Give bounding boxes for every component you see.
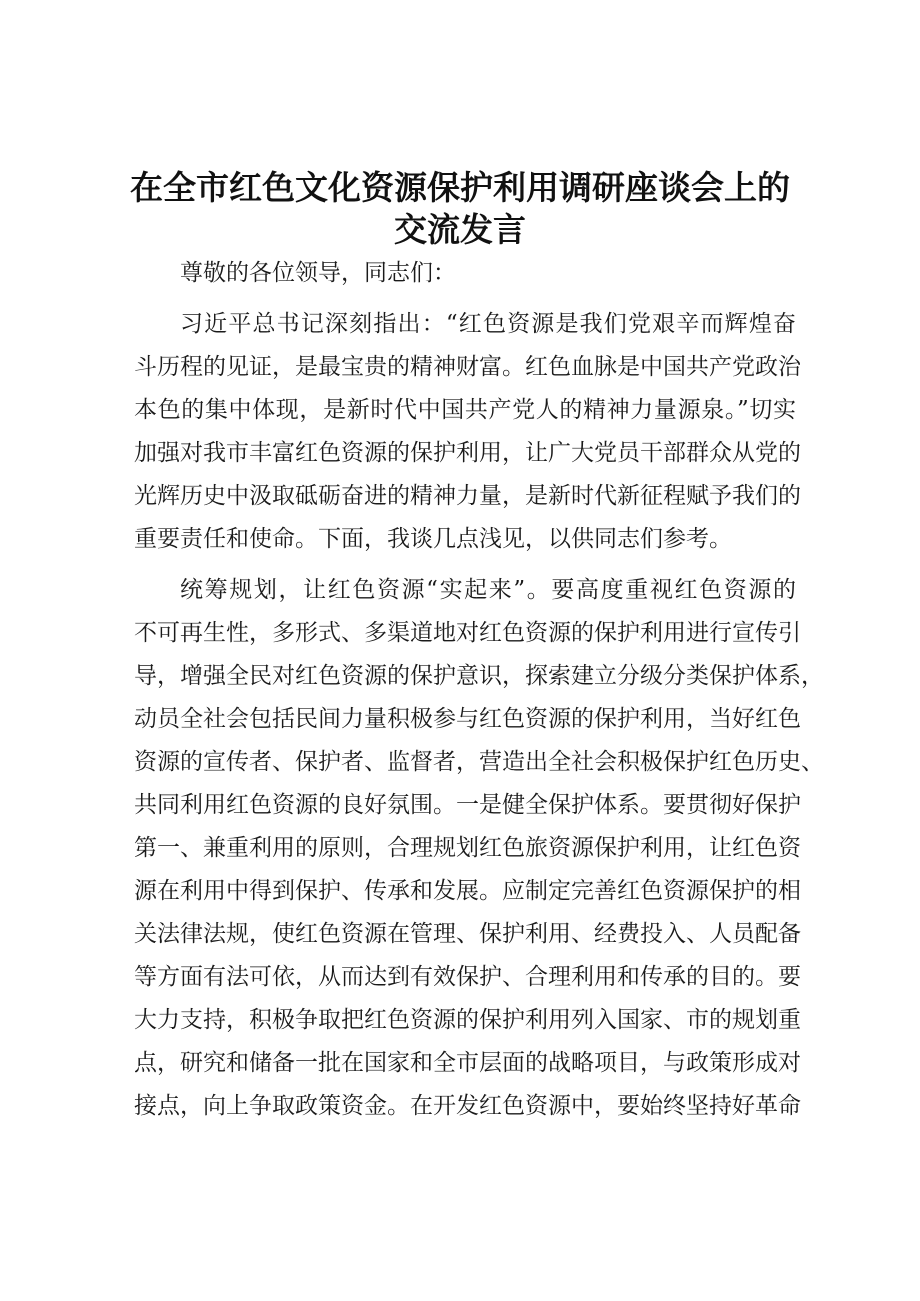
paragraph-2-line: 共同利用红色资源的良好氛围。一是健全保护体系。要贯彻好保护 — [134, 792, 801, 818]
paragraph-2-line: 源在利用中得到保护、传承和发展。应制定完善红色资源保护的相 — [134, 878, 801, 904]
document-title-line-2: 交流发言 — [394, 210, 526, 249]
paragraph-1-line: 本色的集中体现，是新时代中国共产党人的精神力量源泉。”切实 — [134, 397, 796, 423]
paragraph-1-line: 习近平总书记深刻指出：“红色资源是我们党艰辛而辉煌奋 — [180, 311, 796, 337]
paragraph-2-line: 接点，向上争取政策资金。在开发红色资源中，要始终坚持好革命 — [134, 1093, 801, 1119]
paragraph-1-line: 重要责任和使命。下面，我谈几点浅见，以供同志们参考。 — [134, 526, 732, 552]
paragraph-2-line: 点，研究和储备一批在国家和全市层面的战略项目，与政策形成对 — [134, 1050, 801, 1076]
paragraph-2-line: 关法律法规，使红色资源在管理、保护利用、经费投入、人员配备 — [134, 921, 801, 947]
document-title-line-1: 在全市红色文化资源保护利用调研座谈会上的 — [130, 168, 790, 207]
paragraph-2-line: 不可再生性，多形式、多渠道地对红色资源的保护利用进行宣传引 — [134, 620, 801, 646]
paragraph-2-line: 统筹规划，让红色资源“实起来”。要高度重视红色资源的 — [180, 577, 796, 603]
salutation: 尊敬的各位领导，同志们： — [180, 260, 456, 286]
paragraph-2-line: 导，增强全民对红色资源的保护意识，探索建立分级分类保护体系， — [134, 663, 824, 689]
paragraph-2-line: 资源的宣传者、保护者、监督者，营造出全社会积极保护红色历史、 — [134, 749, 824, 775]
paragraph-2-line: 大力支持，积极争取把红色资源的保护利用列入国家、市的规划重 — [134, 1007, 801, 1033]
paragraph-1-line: 斗历程的见证，是最宝贵的精神财富。红色血脉是中国共产党政治 — [134, 354, 801, 380]
paragraph-1-line: 加强对我市丰富红色资源的保护利用，让广大党员干部群众从党的 — [134, 440, 801, 466]
paragraph-2-line: 等方面有法可依，从而达到有效保护、合理利用和传承的目的。要 — [134, 964, 801, 990]
paragraph-2-line: 第一、兼重利用的原则，合理规划红色旅资源保护利用，让红色资 — [134, 835, 801, 861]
paragraph-1-line: 光辉历史中汲取砥砺奋进的精神力量，是新时代新征程赋予我们的 — [134, 483, 801, 509]
paragraph-2-line: 动员全社会包括民间力量积极参与红色资源的保护利用，当好红色 — [134, 706, 801, 732]
